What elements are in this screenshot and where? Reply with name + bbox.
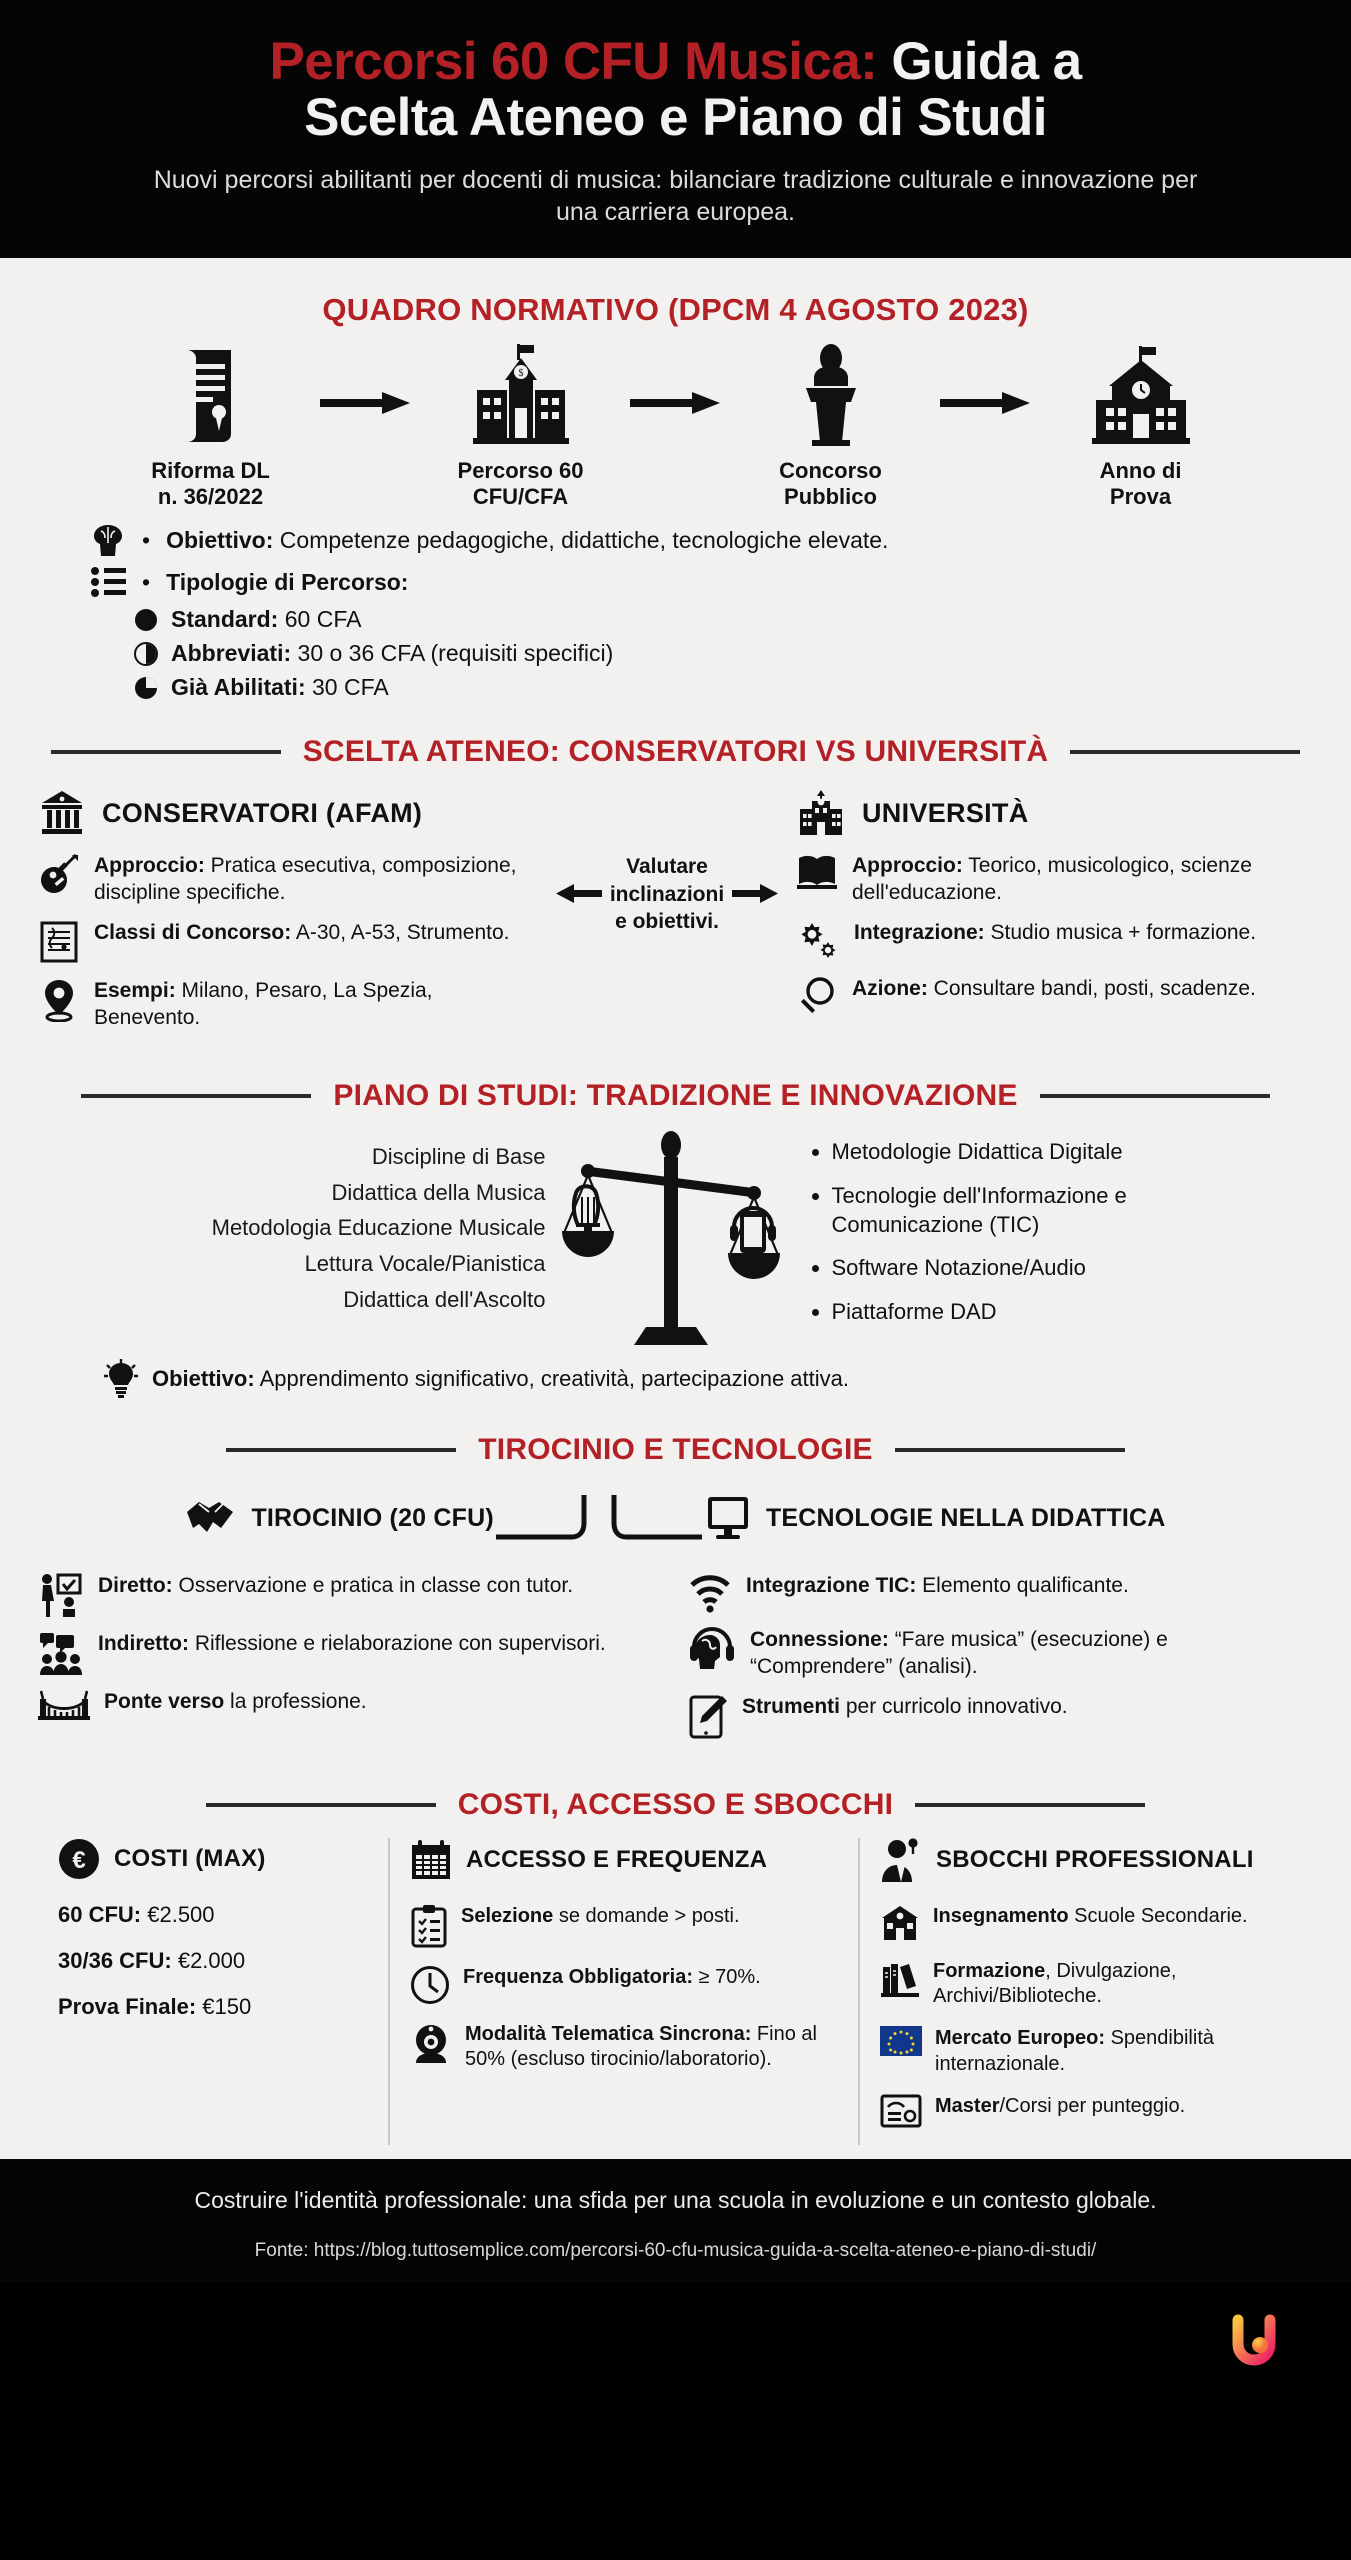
- page-subtitle: Nuovi percorsi abilitanti per docenti di musica: bilanciare tradizione culturale e innovazione per una carriera europea.: [153, 166, 1198, 227]
- euro-coin-icon: [58, 1838, 100, 1880]
- podium-speaker-icon: [726, 342, 936, 446]
- footer: [0, 2159, 1351, 2282]
- tipologia-value: 30 o 36 CFA (requisiti specifici): [291, 640, 614, 667]
- item-body: Spendibilità internazionale.: [935, 2027, 1214, 2075]
- university-building-icon: [416, 342, 626, 446]
- tablet-pen-icon: [688, 1694, 728, 1740]
- venngage-v-logo[interactable]: [1227, 2310, 1281, 2372]
- item-label: Classi di Concorso:: [94, 921, 292, 945]
- bullet-dot: •: [142, 569, 151, 596]
- innovazione-item: • Metodologie Didattica Digitale: [832, 1137, 1266, 1166]
- accesso-column: [388, 1838, 858, 2145]
- tecnologie-title: TECNOLOGIE NELLA DIDATTICA: [765, 1503, 1166, 1532]
- costi-value: €150: [196, 1993, 252, 2019]
- teacher-board-icon: [38, 1573, 84, 1617]
- brand-logo-area: [0, 2282, 1351, 2400]
- rule-left: [81, 1094, 311, 1098]
- obiettivo-label: Obiettivo:: [152, 1366, 255, 1392]
- footer-source: Fonte: https://blog.tuttosemplice.com/percorsi-60-cfu-musica-guida-a-scelta-ateneo-e-piano-di-studi/: [254, 2239, 1097, 2261]
- conservatori-item-approccio: [38, 853, 538, 906]
- sbocchi-item-mercato: [880, 2026, 1293, 2076]
- tirocinio-item-indiretto: [38, 1631, 658, 1675]
- tirocinio-connector: [494, 1481, 704, 1555]
- tipologia-label: Già Abilitati:: [171, 674, 306, 701]
- section-heading: SCELTA ATENEO: CONSERVATORI VS UNIVERSITÀ: [302, 735, 1049, 769]
- item-label: Formazione: [933, 1959, 1046, 1982]
- flow-arrow-1: [316, 342, 416, 416]
- tecnologie-column: [658, 1573, 1278, 1754]
- section-title-scelta: [38, 735, 1313, 769]
- accesso-title: ACCESSO E FREQUENZA: [466, 1845, 768, 1873]
- gears-icon: [796, 920, 840, 962]
- item-body: Consultare bandi, posti, scadenze.: [927, 977, 1256, 1001]
- books-icon: [880, 1959, 920, 1999]
- bullet-dot: •: [142, 527, 151, 554]
- headphones-brain-icon: [688, 1627, 736, 1673]
- sbocchi-item-master: [880, 2094, 1293, 2128]
- handshake-icon: [185, 1498, 237, 1538]
- normative-flow: [38, 342, 1313, 510]
- item-body: Elemento qualificante.: [916, 1574, 1129, 1598]
- middle-arrow-row: [538, 881, 796, 908]
- item-label: Mercato Europeo:: [935, 2027, 1106, 2050]
- costi-title: COSTI (MAX): [114, 1844, 266, 1872]
- quadro-bullets: [90, 524, 1313, 701]
- accesso-heading-row: [410, 1838, 838, 1882]
- item-label: Approccio:: [94, 854, 205, 878]
- item-label: Modalità Telematica Sincrona:: [465, 2022, 752, 2045]
- flow-node-anno: [1036, 342, 1246, 510]
- tirocinio-heads: [38, 1481, 1313, 1555]
- universita-item-approccio: [796, 853, 1296, 906]
- item-label: Integrazione:: [854, 921, 985, 945]
- costi-line: [58, 1994, 368, 2020]
- infographic-body: [0, 258, 1351, 2158]
- item-label: Frequenza Obbligatoria:: [463, 1965, 694, 1988]
- costi-line: [58, 1948, 368, 1974]
- tecnologie-item-connessione: [688, 1627, 1278, 1680]
- flow-label: Percorso 60 CFU/CFA: [457, 458, 584, 510]
- university-building-icon: [796, 789, 846, 837]
- bridge-icon: [38, 1689, 90, 1721]
- tipologia-gia-abilitati: [134, 674, 1313, 701]
- middle-line2: inclinazioni: [609, 882, 725, 906]
- compare-middle: [538, 783, 796, 935]
- webcam-icon: [410, 2022, 452, 2064]
- tirocinio-columns: [38, 1573, 1313, 1754]
- tradizione-item: Didattica della Musica: [331, 1179, 546, 1205]
- item-label: Approccio:: [852, 854, 963, 878]
- circle-full-icon: [134, 608, 158, 632]
- flow-label: Concorso Pubblico: [779, 458, 882, 510]
- tecnologie-item-tic: [688, 1573, 1278, 1613]
- tipologia-label: Standard:: [171, 606, 279, 633]
- obiettivo-body: Apprendimento significativo, creatività, partecipazione attiva.: [254, 1366, 849, 1392]
- title-red-part: Percorsi 60 CFU Musica:: [269, 32, 878, 91]
- piano-block: [38, 1127, 1313, 1349]
- svg-text:€: €: [72, 1846, 86, 1874]
- item-label: Ponte verso: [104, 1690, 225, 1714]
- circle-three-quarter-icon: [134, 676, 158, 700]
- item-body: Osservazione e pratica in classe con tutor.: [172, 1574, 574, 1598]
- section-title-tirocinio: [38, 1433, 1313, 1467]
- open-book-icon: [796, 853, 838, 891]
- costi-value: €2.500: [141, 1901, 215, 1927]
- calendar-icon: [410, 1838, 452, 1882]
- brain-icon: [90, 524, 126, 558]
- tirocinio-title: TIROCINIO (20 CFU): [251, 1503, 494, 1532]
- tradizione-item: Didattica dell'Ascolto: [343, 1286, 546, 1312]
- universita-item-integrazione: [796, 920, 1296, 962]
- conservatori-item-classi: [38, 920, 538, 964]
- item-body: /Corsi per punteggio.: [999, 2094, 1186, 2117]
- rule-left: [226, 1448, 456, 1452]
- piano-obiettivo: [104, 1359, 1313, 1399]
- item-label: Azione:: [852, 977, 928, 1001]
- accesso-item-telematica: [410, 2022, 838, 2072]
- section-title-costi: [38, 1788, 1313, 1822]
- sbocchi-title: SBOCCHI PROFESSIONALI: [936, 1845, 1254, 1873]
- certificate-icon: [880, 2094, 922, 2128]
- document-seal-icon: [106, 342, 316, 446]
- universita-heading-row: [796, 789, 1296, 837]
- bullet-label: Obiettivo:: [166, 527, 274, 554]
- tradizione-item: Discipline di Base: [371, 1144, 546, 1170]
- costi-heading-row: [58, 1838, 368, 1880]
- innovazione-item: • Tecnologie dell'Informazione e Comunicazione (TIC): [832, 1181, 1266, 1240]
- arrow-left-icon: [556, 883, 602, 905]
- middle-line1: Valutare: [626, 855, 708, 879]
- school-clock-icon: [1036, 342, 1246, 446]
- sbocchi-heading-row: [880, 1838, 1293, 1882]
- rule-right: [895, 1448, 1125, 1452]
- item-label: Selezione: [461, 1904, 554, 1927]
- magnifier-icon: [796, 976, 838, 1018]
- conservatori-title: CONSERVATORI (AFAM): [102, 797, 423, 828]
- middle-line3: e obiettivi.: [615, 909, 719, 933]
- tirocinio-head: [185, 1498, 494, 1538]
- item-body: se domande > posti.: [553, 1904, 740, 1927]
- balance-scale-lyre-tablet-icon: [556, 1127, 786, 1349]
- tradizione-list: [86, 1127, 546, 1317]
- sbocchi-item-insegnamento: [880, 1904, 1293, 1942]
- list-icon: [90, 566, 126, 598]
- section-title-piano: [38, 1079, 1313, 1113]
- rule-right: [915, 1803, 1145, 1807]
- section-heading: TIROCINIO E TECNOLOGIE: [478, 1433, 873, 1467]
- tipologia-standard: [134, 606, 1313, 633]
- rule-left: [51, 750, 281, 754]
- flow-node-concorso: [726, 342, 936, 510]
- item-body: Fino al 50% (escluso tirocinio/laboratorio).: [465, 2022, 817, 2071]
- sbocchi-column: [858, 1838, 1313, 2145]
- circle-half-icon: [134, 642, 158, 666]
- costi-label: Prova Finale:: [58, 1993, 197, 2019]
- section-title-quadro: QUADRO NORMATIVO (DPCM 4 AGOSTO 2023): [322, 292, 1029, 328]
- item-label: Master: [935, 2094, 1000, 2117]
- svg-text:$: $: [518, 368, 523, 380]
- school-icon: [880, 1904, 920, 1942]
- page-title-line2: Scelta Ateneo e Piano di Studi: [304, 88, 1047, 148]
- flow-label: Anno di Prova: [1099, 458, 1182, 510]
- universita-title: UNIVERSITÀ: [862, 797, 1029, 828]
- bullet-tipologie: [90, 566, 1313, 598]
- tecnologie-item-strumenti: [688, 1694, 1278, 1740]
- costi-line: [58, 1902, 368, 1928]
- column-conservatori: [38, 783, 538, 1045]
- item-label: Diretto:: [98, 1574, 173, 1598]
- flow-arrow-2: [626, 342, 726, 416]
- item-body: Pratica esecutiva, composizione, discipline specifiche.: [94, 854, 517, 904]
- tradizione-item: Lettura Vocale/Pianistica: [304, 1250, 546, 1276]
- item-body: A-30, A-53, Strumento.: [291, 921, 510, 945]
- page-title: [40, 34, 1311, 90]
- guitar-icon: [38, 853, 80, 895]
- item-body: Teorico, musicologico, scienze dell'educazione.: [852, 854, 1252, 904]
- item-label: Strumenti: [742, 1694, 841, 1718]
- music-score-icon: [38, 920, 80, 964]
- flow-arrow-3: [936, 342, 1036, 416]
- item-body: Milano, Pesaro, La Spezia, Benevento.: [94, 979, 433, 1029]
- group-discussion-icon: [38, 1631, 84, 1675]
- section-heading: PIANO DI STUDI: TRADIZIONE E INNOVAZIONE: [333, 1079, 1018, 1113]
- innovazione-item: • Software Notazione/Audio: [832, 1253, 1266, 1282]
- item-body: “Fare musica” (esecuzione) e “Comprendere” (analisi).: [750, 1628, 1168, 1678]
- column-universita: [796, 783, 1296, 1032]
- footer-tagline: Costruire l'identità professionale: una sfida per una scuola in evoluzione e un contesto globale.: [194, 2186, 1157, 2213]
- costi-label: 60 CFU:: [58, 1901, 142, 1927]
- universita-item-azione: [796, 976, 1296, 1018]
- tipologia-abbreviati: [134, 640, 1313, 667]
- costi-column: [38, 1838, 388, 2145]
- tirocinio-item-diretto: [38, 1573, 658, 1617]
- conservatori-heading-row: [38, 789, 538, 837]
- flow-node-riforma: [106, 342, 316, 510]
- tipologia-label: Abbreviati:: [171, 640, 292, 667]
- item-body: Scuole Secondarie.: [1068, 1904, 1248, 1927]
- header: [0, 0, 1351, 258]
- item-body: Studio musica + formazione.: [984, 921, 1257, 945]
- bullet-obiettivo: [90, 524, 1313, 558]
- rule-right: [1040, 1094, 1270, 1098]
- item-body: , Divulgazione, Archivi/Biblioteche.: [933, 1959, 1177, 2008]
- section-heading: COSTI, ACCESSO E SBOCCHI: [457, 1787, 894, 1821]
- classical-temple-icon: [38, 789, 86, 837]
- businessperson-icon: [880, 1838, 922, 1882]
- rule-right: [1070, 750, 1300, 754]
- tipologia-value: 60 CFA: [278, 606, 362, 633]
- bullet-body: Competenze pedagogiche, didattiche, tecnologiche elevate.: [273, 527, 889, 554]
- compare-block: [38, 783, 1313, 1045]
- flow-node-percorso: [416, 342, 626, 510]
- eu-flag-icon: [880, 2026, 922, 2056]
- item-label: Integrazione TIC:: [746, 1574, 917, 1598]
- rule-left: [206, 1803, 436, 1807]
- monitor-icon: [704, 1495, 752, 1541]
- map-pin-icon: [38, 978, 80, 1022]
- tradizione-item: Metodologia Educazione Musicale: [211, 1215, 546, 1241]
- item-body: Riflessione e rielaborazione con supervisori.: [188, 1632, 606, 1656]
- bullet-text: [166, 524, 888, 556]
- tipologie-list: [134, 606, 1313, 701]
- bullet-label: Tipologie di Percorso:: [166, 569, 409, 596]
- item-label: Indiretto:: [98, 1632, 189, 1656]
- item-body: ≥ 70%.: [693, 1965, 761, 1988]
- lightbulb-icon: [104, 1359, 138, 1399]
- item-label: Connessione:: [750, 1628, 889, 1652]
- sbocchi-item-formazione: [880, 1959, 1293, 2009]
- item-label: Insegnamento: [933, 1904, 1069, 1927]
- accesso-item-frequenza: [410, 1965, 838, 2005]
- wifi-icon: [688, 1573, 732, 1613]
- costi-block: [38, 1838, 1313, 2145]
- title-white-part: Guida a: [877, 32, 1082, 91]
- costi-label: 30/36 CFU:: [58, 1947, 172, 1973]
- accesso-item-selezione: [410, 1904, 838, 1948]
- conservatori-item-esempi: [38, 978, 538, 1031]
- clipboard-check-icon: [410, 1904, 448, 1948]
- item-body: la professione.: [224, 1690, 367, 1714]
- tecnologie-head: [704, 1495, 1166, 1541]
- innovazione-list: [796, 1127, 1266, 1340]
- arrow-right-icon: [732, 883, 778, 905]
- item-label: Esempi:: [94, 979, 176, 1003]
- flow-label: Riforma DL n. 36/2022: [151, 458, 270, 510]
- clock-icon: [410, 1965, 450, 2005]
- tirocinio-column: [38, 1573, 658, 1735]
- tipologia-value: 30 CFA: [305, 674, 389, 701]
- bullet-text: [166, 566, 408, 598]
- tirocinio-item-ponte: [38, 1689, 658, 1721]
- costi-value: €2.000: [171, 1947, 246, 1973]
- item-body: per curricolo innovativo.: [840, 1694, 1068, 1718]
- innovazione-item: • Piattaforme DAD: [832, 1297, 1266, 1326]
